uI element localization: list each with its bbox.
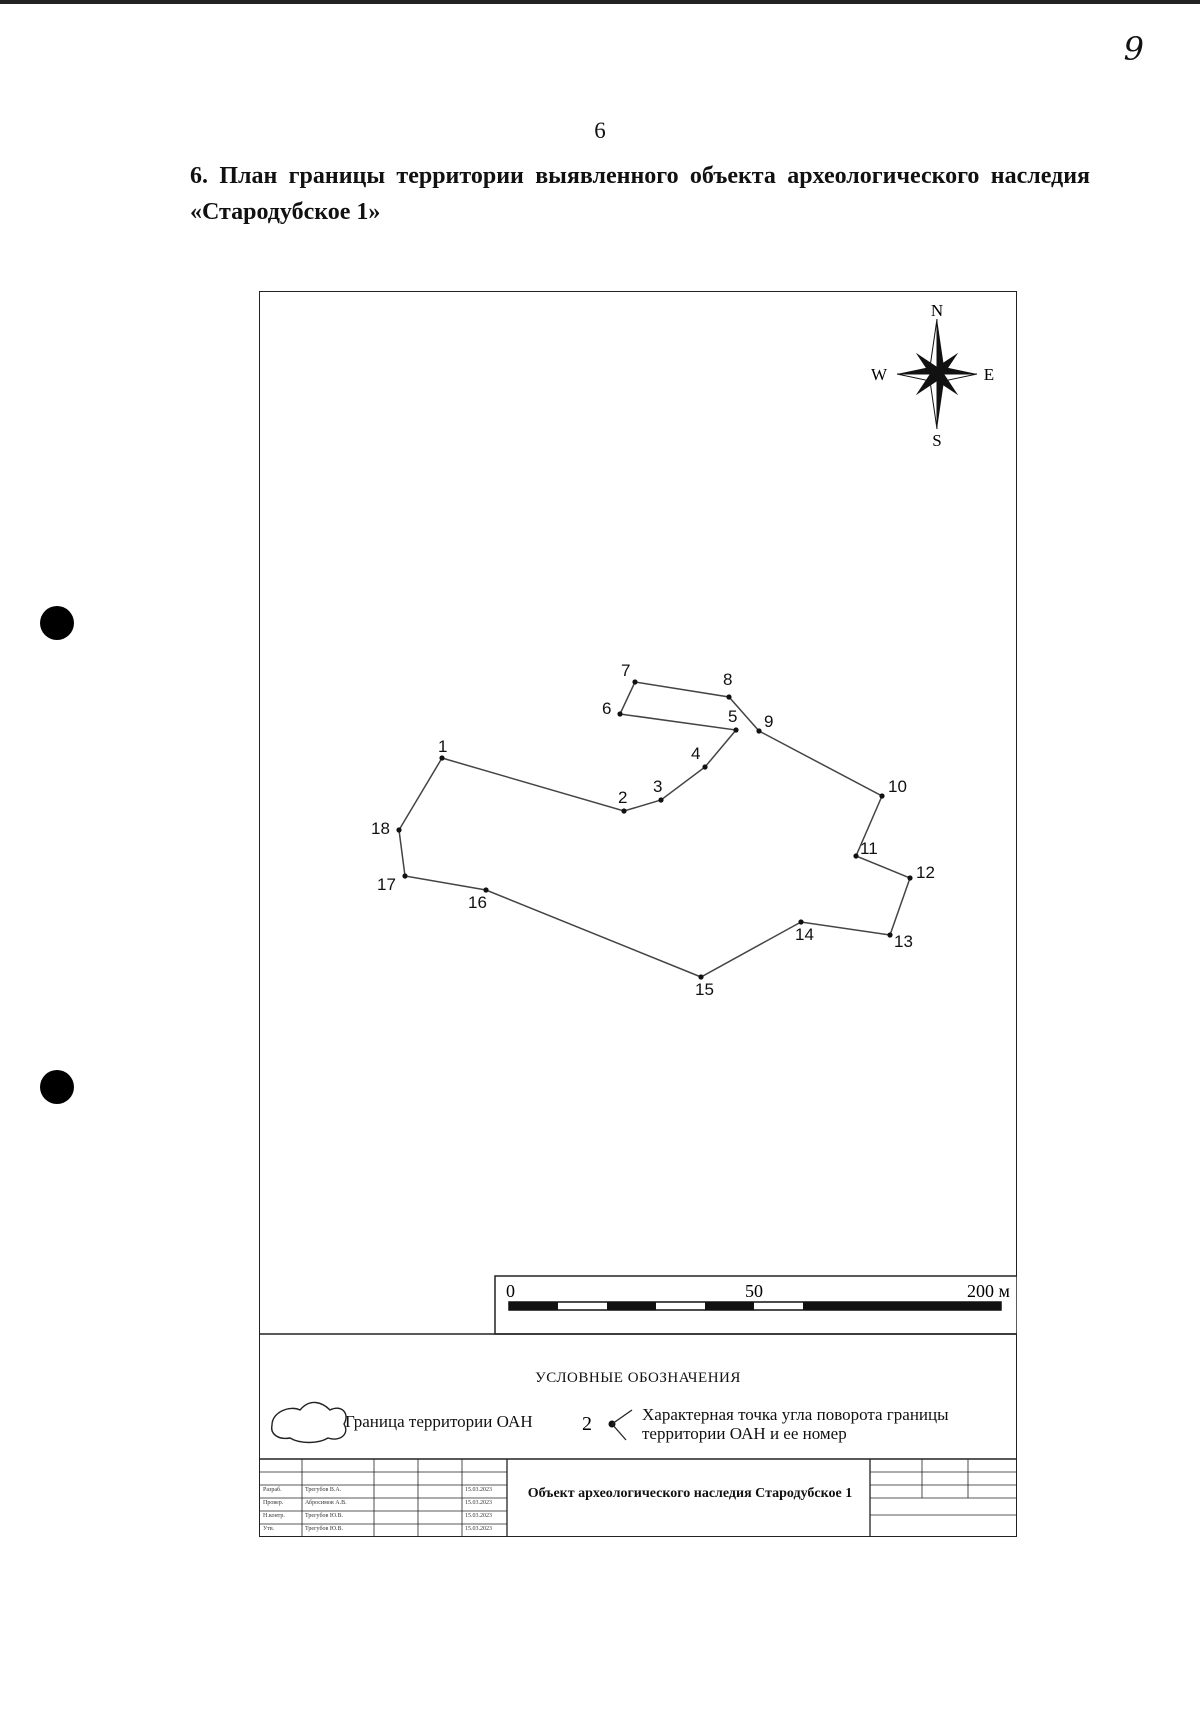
page-number: 6	[594, 118, 606, 143]
territory-boundary	[399, 682, 910, 977]
boundary-point-label: 13	[894, 932, 913, 951]
stamp-date: 15.03.2023	[465, 1513, 492, 1519]
boundary-point-label: 14	[795, 925, 814, 944]
boundary-point-marker	[698, 974, 703, 979]
top-border-line	[0, 0, 1200, 4]
stamp-date: 15.03.2023	[465, 1526, 492, 1532]
boundary-point-label: 4	[691, 744, 701, 763]
punch-hole	[40, 606, 74, 640]
boundary-point-marker	[853, 853, 858, 858]
punch-hole	[40, 1070, 74, 1104]
boundary-point-label: 7	[621, 661, 631, 680]
point-legend-number: 2	[582, 1413, 592, 1435]
boundary-point-label: 16	[468, 893, 487, 912]
boundary-point-marker	[617, 711, 622, 716]
boundary-point-marker	[402, 873, 407, 878]
boundary-point-label: 3	[653, 777, 663, 796]
legend-point-label: Характерная точка угла поворота границы территории ОАН и ее номер	[642, 1405, 949, 1443]
boundary-legend-icon	[272, 1402, 346, 1442]
boundary-point-marker	[887, 932, 892, 937]
boundary-point-marker	[702, 764, 707, 769]
legend-title: УСЛОВНЫЕ ОБОЗНАЧЕНИЯ	[535, 1370, 741, 1386]
stamp-object-title: Объект археологического наследия Стародубское 1	[527, 1486, 853, 1501]
boundary-point-label: 6	[602, 699, 612, 718]
boundary-point-marker	[658, 797, 663, 802]
boundary-point-label: 15	[695, 980, 714, 999]
boundary-point-label: 8	[723, 670, 733, 689]
point-legend-icon	[582, 1410, 632, 1440]
stamp-name: Трегубов В.А.	[305, 1487, 342, 1493]
scale-label-200: 200 м	[967, 1281, 1010, 1301]
compass-w-label: W	[870, 365, 888, 384]
scale-bar	[495, 1276, 1017, 1334]
compass-rose-icon	[871, 301, 994, 450]
boundary-point-marker	[439, 755, 444, 760]
boundary-point-marker	[879, 793, 884, 798]
boundary-point-marker	[733, 727, 738, 732]
compass-s-label: S	[932, 431, 942, 450]
boundary-point-label: 10	[888, 777, 907, 796]
compass-n-label: N	[930, 301, 944, 320]
handwritten-page-number: 9	[1123, 30, 1144, 68]
boundary-point-label: 2	[618, 788, 628, 807]
stamp-date: 15.03.2023	[465, 1487, 492, 1493]
stamp-date: 15.03.2023	[465, 1500, 492, 1506]
document-title: 6. План границы территории выявленного объекта археологического наследия «Стародубское 1»	[190, 163, 1090, 225]
boundary-point-marker	[907, 875, 912, 880]
scale-label-50: 50	[745, 1281, 763, 1301]
boundary-point-label: 12	[916, 863, 935, 882]
compass-e-label: E	[983, 365, 995, 384]
boundary-point-marker	[798, 919, 803, 924]
boundary-point-marker	[756, 728, 761, 733]
boundary-points	[371, 661, 935, 999]
boundary-point-marker	[726, 694, 731, 699]
stamp-row-header: Разраб.	[263, 1487, 282, 1493]
boundary-point-label: 18	[371, 819, 390, 838]
boundary-point-label: 9	[764, 712, 774, 731]
boundary-point-marker	[396, 827, 401, 832]
stamp-name: Трегубов Ю.В.	[305, 1513, 344, 1519]
boundary-point-marker	[632, 679, 637, 684]
boundary-point-label: 5	[728, 707, 738, 726]
scale-label-0: 0	[506, 1281, 515, 1301]
stamp-row-header: Утв.	[263, 1526, 275, 1532]
stamp-row-header: Н.контр.	[263, 1513, 285, 1519]
legend-boundary-label: Граница территории ОАН	[345, 1412, 533, 1431]
boundary-point-label: 17	[377, 875, 396, 894]
boundary-point-marker	[621, 808, 626, 813]
boundary-point-label: 11	[860, 839, 878, 858]
boundary-point-marker	[483, 887, 488, 892]
stamp-row-header: Провер.	[263, 1500, 284, 1506]
stamp-name: Трегубов Ю.В.	[305, 1526, 344, 1532]
boundary-map	[259, 291, 1017, 1537]
boundary-point-label: 1	[438, 737, 448, 756]
stamp-name: Абросимов А.В.	[305, 1500, 347, 1506]
